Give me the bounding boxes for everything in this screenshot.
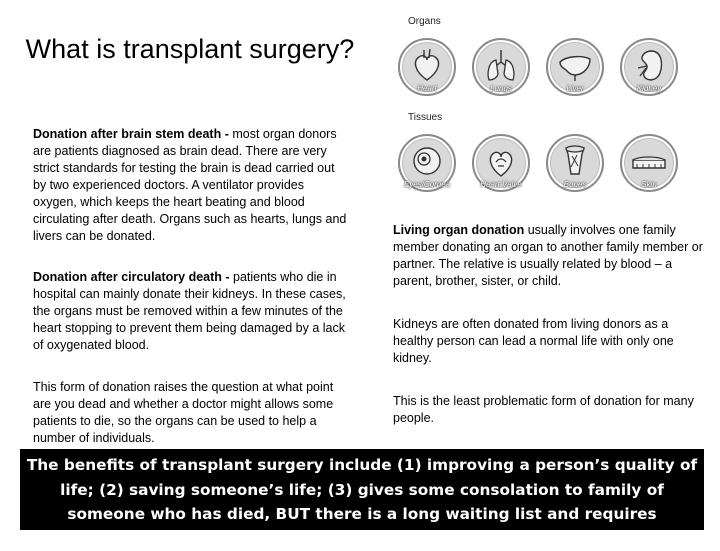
eye-icon [398,134,456,192]
brain-stem-death-heading: Donation after brain stem death - [33,127,233,141]
tissue-label-eyes: Eyes/Cornea [403,180,451,189]
tissue-label-skin: Skin [641,180,657,189]
organ-label-heart: Heart [417,84,437,93]
least-problematic-paragraph: This is the least problematic form of donation for many people. [393,394,694,425]
kidney-icon [620,38,678,96]
heart-valve-icon [472,134,530,192]
benefits-banner: The benefits of transplant surgery include (1) improving a person’s quality of life; (2) saving someone’s life; (3) gives some consolation to family of someone who has died, BUT there is a long waiting list and requires expensive drugs for life. [20,449,704,530]
tissues-label: Tissues [408,112,443,123]
organ-label-lungs: Lungs [490,84,512,93]
page-title: What is transplant surgery? [25,34,355,64]
tissue-label-heart-valve: Heart Valve [480,180,522,189]
kidney-donor-paragraph: Kidneys are often donated from living donors as a healthy person can lead a normal life with only one kidney. [393,317,674,365]
circulatory-death-heading: Donation after circulatory death - [33,270,234,284]
living-donation-text: usually involves one family member donating an organ to another family member or partner. The relative is usually related by blood – a parent, brother, sister, or child. [393,223,703,288]
heart-icon [398,38,456,96]
lungs-icon [472,38,530,96]
circulatory-death-text: patients who die in hospital can mainly donate their kidneys. In these cases, the organs must be removed within a few minutes of the heart stopping to prevent them being damaged by a lack of oxygenated blood. [33,270,346,352]
left-column [33,126,351,447]
organs-tissues-illustration [396,14,686,206]
liver-icon [546,38,604,96]
tissue-label-bones: Bones [563,180,587,189]
organ-label-liver: Liver [566,84,584,93]
right-column [393,222,703,427]
organ-label-kidney: Kidney [636,84,662,93]
living-donation-heading: Living organ donation [393,223,525,237]
circulatory-death-paragraph [33,269,351,354]
brain-stem-death-paragraph [33,126,351,245]
brain-stem-death-text: most organ donors are patients diagnosed as brain dead. There are very strict standards for testing the brain is dead carried out by two experienced doctors. A ventilator provides oxygen, which keeps the heart beating and blood circulating after death. Organs such as hearts, lungs and livers can be donated. [33,127,347,243]
bone-icon [546,134,604,192]
ethics-paragraph: This form of donation raises the question at what point are you dead and whether a doctor might allows some patients to die, so the organs can be used to help a number of individuals. [33,380,334,445]
organs-label: Organs [408,16,441,27]
living-donation-paragraph [393,222,703,290]
skin-icon [620,134,678,192]
